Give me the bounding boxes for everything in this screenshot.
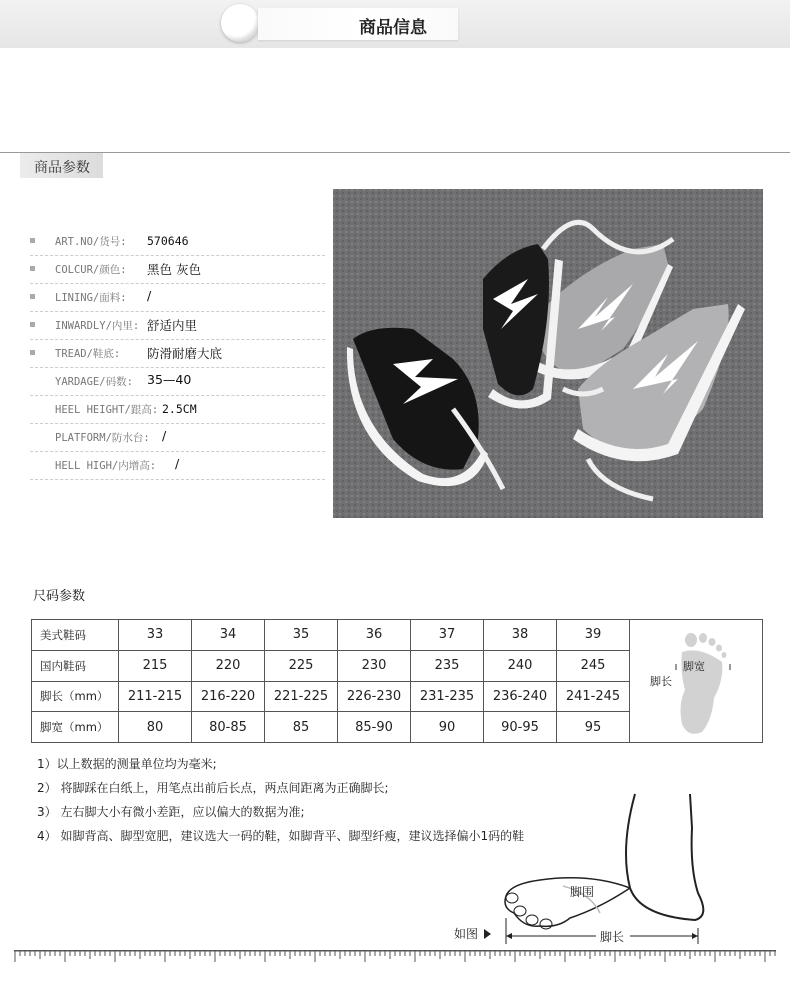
table-cell: 80-85: [192, 712, 265, 743]
row-header: 脚长（mm）: [32, 681, 119, 712]
table-cell: 34: [192, 620, 265, 651]
table-cell: 90: [411, 712, 484, 743]
page-title: 商品信息: [359, 18, 427, 38]
note-item: 1）以上数据的测量单位均为毫米;: [37, 757, 217, 771]
table-cell: 211-215: [119, 681, 192, 712]
table-cell: 35: [265, 620, 338, 651]
param-label: HEEL HEIGHT/跟高:: [55, 404, 159, 416]
note-item: 2） 将脚踩在白纸上，用笔点出前后长点，两点间距离为正确脚长;: [37, 781, 389, 795]
table-cell: 225: [265, 650, 338, 681]
table-cell: 231-235: [411, 681, 484, 712]
param-value: 570646: [147, 234, 189, 248]
note-item: 3） 左右脚大小有微小差距，应以偏大的数据为准;: [37, 805, 305, 819]
footprint-icon: [630, 620, 762, 742]
param-row: [30, 368, 325, 396]
table-cell: 39: [557, 620, 630, 651]
table-cell: 85: [265, 712, 338, 743]
bullet-icon: [30, 350, 35, 355]
param-value: 2.5CM: [162, 402, 197, 416]
param-label: PLATFORM/防水台:: [55, 432, 150, 444]
table-cell: 38: [484, 620, 557, 651]
table-cell: 36: [338, 620, 411, 651]
table-cell: 221-225: [265, 681, 338, 712]
param-value: 防滑耐磨大底: [147, 346, 223, 361]
param-row: [30, 396, 325, 424]
param-label: COLCUR/颜色:: [55, 264, 127, 276]
table-cell: 226-230: [338, 681, 411, 712]
section-divider: [0, 152, 790, 153]
table-cell: 240: [484, 650, 557, 681]
table-cell: 90-95: [484, 712, 557, 743]
param-row: [30, 452, 325, 480]
table-cell: 216-220: [192, 681, 265, 712]
table-cell: 95: [557, 712, 630, 743]
param-row: [30, 284, 325, 312]
param-row: [30, 424, 325, 452]
product-photo: [333, 189, 763, 518]
table-cell: 215: [119, 650, 192, 681]
table-row: [32, 620, 763, 651]
param-label: HELL HIGH/内增高:: [55, 460, 157, 472]
ruler: [14, 950, 776, 974]
table-cell: 235: [411, 650, 484, 681]
table-cell: 85-90: [338, 712, 411, 743]
table-cell: 241-245: [557, 681, 630, 712]
param-value: /: [175, 456, 180, 471]
see-figure-label: 如图: [454, 927, 479, 941]
param-value: 黑色 灰色: [147, 262, 201, 277]
row-header: 国内鞋码: [32, 650, 119, 681]
table-cell: 80: [119, 712, 192, 743]
param-label: ART.NO/货号:: [55, 236, 127, 248]
param-value: /: [162, 428, 167, 443]
param-label: LINING/面料:: [55, 292, 127, 304]
length-label: 脚长: [600, 930, 625, 944]
banner-circle-icon: [221, 4, 259, 42]
bullet-icon: [30, 294, 35, 299]
param-label: INWARDLY/内里:: [55, 320, 140, 332]
param-row: [30, 228, 325, 256]
foot-diagram: [440, 788, 710, 950]
bullet-icon: [30, 238, 35, 243]
size-table-title: 尺码参数: [33, 589, 86, 604]
girth-label: 脚围: [570, 885, 595, 899]
row-header: 脚宽（mm）: [32, 712, 119, 743]
arrow-right-icon: [484, 929, 491, 939]
param-label: TREAD/鞋底:: [55, 348, 121, 360]
foot-outline: [626, 794, 703, 920]
table-cell: 236-240: [484, 681, 557, 712]
param-value: 35—40: [147, 372, 192, 387]
foot-measure-cell: [630, 620, 763, 743]
table-cell: 220: [192, 650, 265, 681]
table-cell: 33: [119, 620, 192, 651]
bullet-icon: [30, 322, 35, 327]
table-cell: 230: [338, 650, 411, 681]
note-item: 4） 如脚背高、脚型宽肥，建议选大一码的鞋，如脚背平、脚型纤瘦，建议选择偏小1码的鞋: [37, 829, 525, 843]
foot-length-label: 脚长: [650, 675, 672, 688]
table-cell: 245: [557, 650, 630, 681]
bullet-icon: [30, 266, 35, 271]
param-value: 舒适内里: [147, 318, 198, 333]
param-label: YARDAGE/码数:: [55, 376, 133, 388]
param-row: [30, 340, 325, 368]
foot-width-label: 脚宽: [683, 660, 705, 673]
param-value: /: [147, 288, 152, 303]
table-cell: 37: [411, 620, 484, 651]
row-header: 美式鞋码: [32, 620, 119, 651]
section-title: 商品参数: [34, 160, 90, 176]
param-row: [30, 312, 325, 340]
size-table: [31, 619, 763, 743]
param-row: [30, 256, 325, 284]
